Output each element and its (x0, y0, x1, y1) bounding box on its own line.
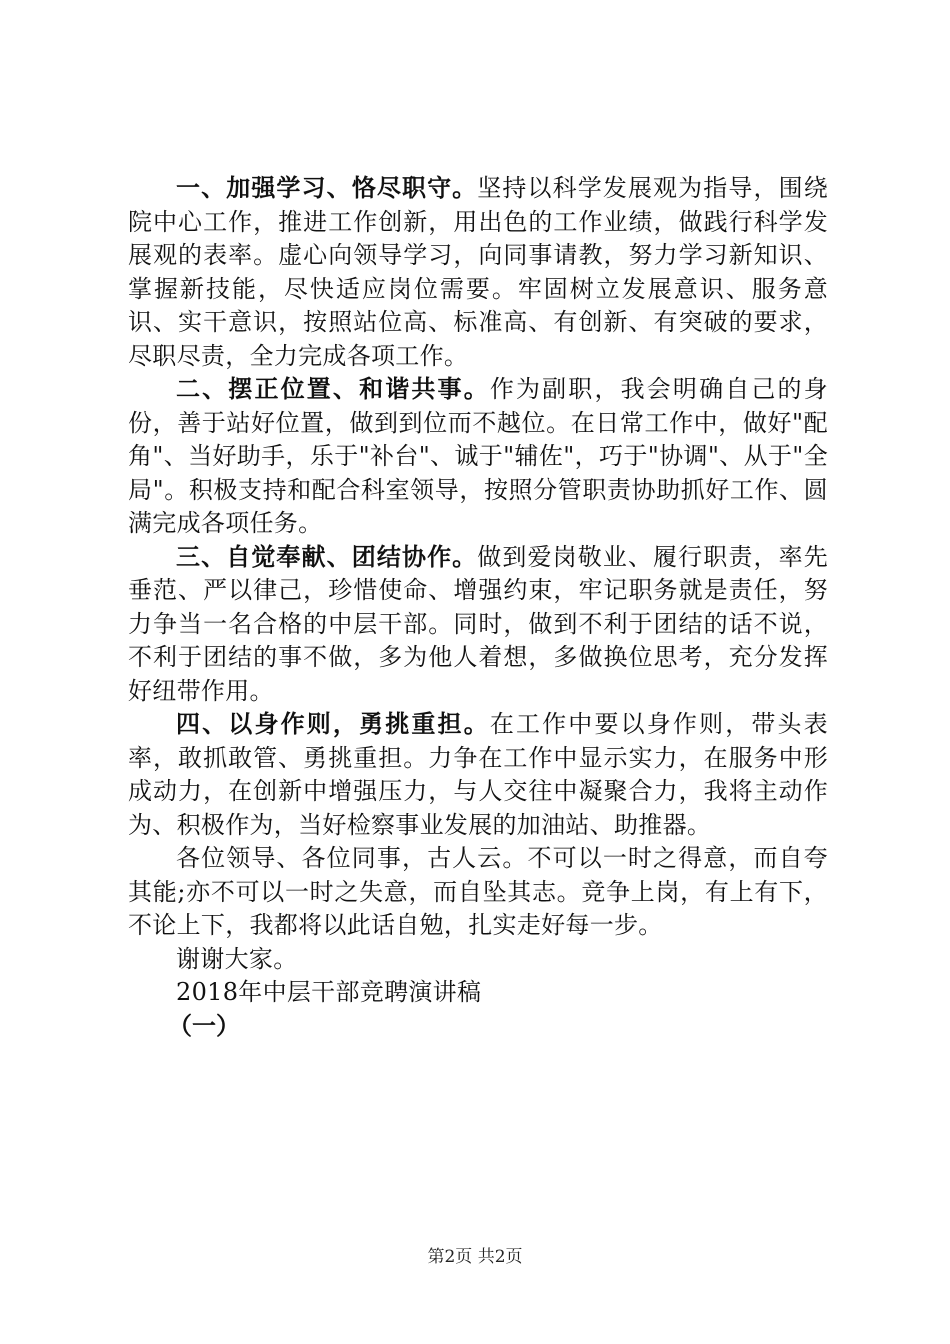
paragraph-heading: 一、加强学习、恪尽职守。 (176, 174, 478, 202)
next-document-subtitle: （一） (168, 1011, 240, 1040)
document-body (128, 172, 828, 1043)
paragraph-4 (128, 708, 828, 842)
paragraph-text: 做到爱岗敬业、履行职责，率先垂范、严以律己，珍惜使命、增强约束，牢记职务就是责任，努力争当一名合格的中层干部。同时，做到不利于团结的话不说，不利于团结的事不做，多为他人着想，多做换位思考，充分发挥好纽带作用。 (128, 542, 828, 705)
paragraph-text: 作为副职，我会明确自己的身份，善于站好位置，做到到位而不越位。在日常工作中，做好"配角"、当好助手，乐于"补台"、诚于"辅佐"，巧于"协调"、从于"全局"。积极支持和配合科室领导，按照分管职责协助抓好工作、圆满完成各项任务。 (128, 375, 828, 537)
page-number-footer: 第2页 共2页 (427, 1247, 523, 1267)
paragraph-heading: 二、摆正位置、和谐共事。 (176, 375, 490, 403)
paragraph-heading: 四、以身作则，勇挑重担。 (176, 710, 490, 738)
paragraph-heading: 三、自觉奉献、团结协作。 (176, 542, 478, 571)
paragraph-text: 在工作中要以身作则，带头表率，敢抓敢管、勇挑重担。力争在工作中显示实力，在服务中形成动力，在创新中增强压力，与人交往中凝聚合力，我将主动作为、积极作为，当好检察事业发展的加油站、助推器。 (128, 710, 828, 839)
paragraph-5 (128, 842, 828, 943)
paragraph-1 (128, 172, 828, 373)
paragraph-text: 各位领导、各位同事，古人云。不可以一时之得意，而自夸其能;亦不可以一时之失意，而自坠其志。竞争上岗，有上有下，不论上下，我都将以此话自勉，扎实走好每一步。 (128, 844, 828, 939)
next-document-title: 2018年中层干部竞聘演讲稿 (176, 978, 482, 1006)
paragraph-2 (128, 373, 828, 541)
paragraph-text: 坚持以科学发展观为指导，围绕院中心工作，推进工作创新，用出色的工作业绩，做践行科学发展观的表率。虚心向领导学习，向同事请教，努力学习新知识、掌握新技能，尽快适应岗位需要。牢固树立发展意识、服务意识、实干意识，按照站位高、标准高、有创新、有突破的要求，尽职尽责，全力完成各项工作。 (128, 174, 828, 370)
paragraph-3 (128, 541, 828, 709)
closing-line: 谢谢大家。 (176, 944, 298, 973)
